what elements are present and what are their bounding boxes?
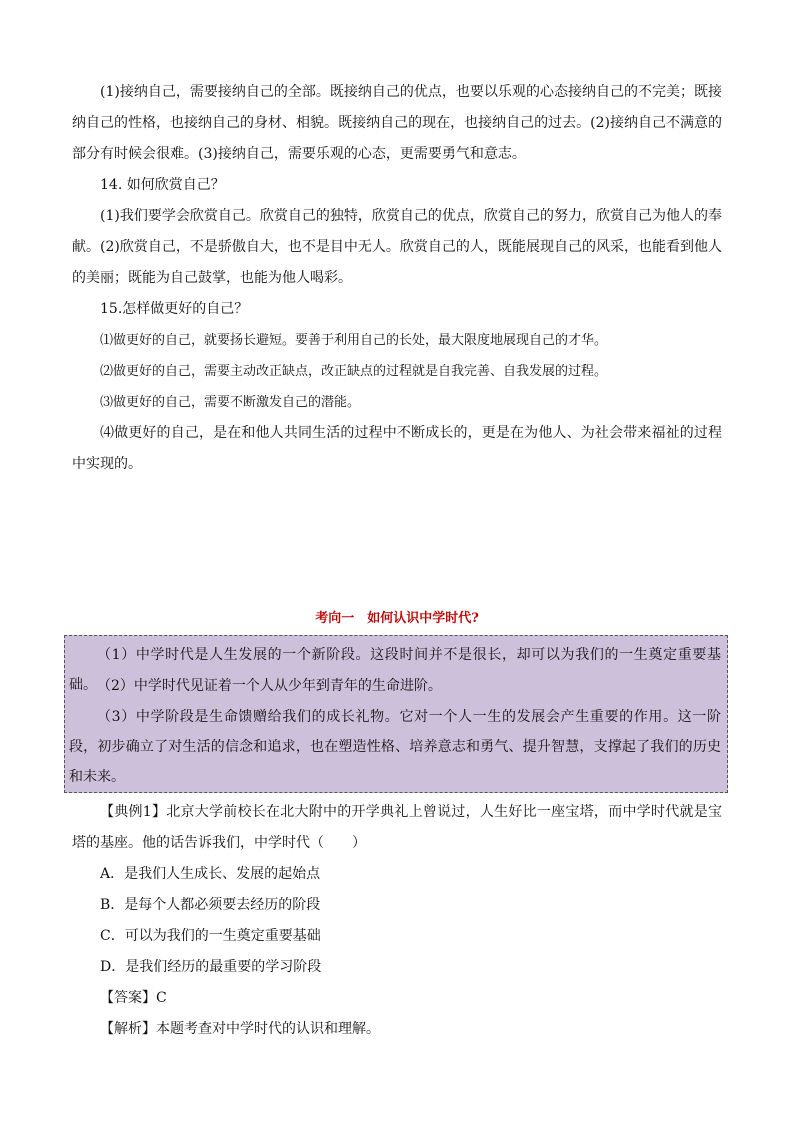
analysis-text: 【解析】本题考查对中学时代的认识和理解。 <box>100 1021 380 1037</box>
option-b: B．是每个人都必须要去经历的阶段 <box>100 897 321 913</box>
option-a: A．是我们人生成长、发展的起始点 <box>100 866 321 882</box>
answer-15-item-2: ⑵做更好的自己，需要主动改正缺点，改正缺点的过程就是自我完善、自我发展的过程。 <box>100 364 608 379</box>
knowledge-point-2: （2）中学时代见证着一个人从少年到青年的生命进阶。 <box>97 678 442 694</box>
question-14: 14. 如何欣赏自己？ <box>100 177 225 193</box>
knowledge-point-1: （1）中学时代是人生发展的一个新阶段。这段时间并不是很长，却可以为我们的一生奠定重要基础。 <box>69 647 721 693</box>
answer-label: 【答案】C <box>100 990 167 1006</box>
option-c: C．可以为我们的一生奠定重要基础 <box>100 928 321 944</box>
example-stem: 【典例1】北京大学前校长在北大附中的开学典礼上曾说过，人生好比一座宝塔，而中学时代就是宝塔的基座。他的话告诉我们，中学时代（ ） <box>72 804 722 851</box>
answer-15-item-4: ⑷做更好的自己，是在和他人共同生活的过程中不断成长的，更是在为他人、为社会带来福祉的过程中实现的。 <box>72 425 722 472</box>
answer-15-item-3: ⑶做更好的自己，需要不断激发自己的潜能。 <box>100 395 361 410</box>
section-title: 考向一 如何认识中学时代? <box>315 611 479 626</box>
knowledge-point-3: （3）中学阶段是生命馈赠给我们的成长礼物。它对一个人一生的发展会产生重要的作用。这一阶段，初步确立了对生活的信念和追求，也在塑造性格、培养意志和勇气、提升智慧，支撑起了我们的历史和未来。 <box>69 709 721 785</box>
paragraph-accept-self: (1)接纳自己，需要接纳自己的全部。既接纳自己的优点，也要以乐观的心态接纳自己的不完美；既接纳自己的性格，也接纳自己的身材、相貌。既接纳自己的现在，也接纳自己的过去。(2)接纳自己不满意的部分有时候会很难。(3)接纳自己，需要乐观的心态，更需要勇气和意志。 <box>72 84 722 162</box>
answer-15-item-1: ⑴做更好的自己，就要扬长避短。要善于利用自己的长处，最大限度地展现自己的才华。 <box>100 333 608 348</box>
question-15: 15.怎样做更好的自己？ <box>100 301 249 317</box>
knowledge-box <box>64 635 728 793</box>
option-d: D．是我们经历的最重要的学习阶段 <box>100 959 322 975</box>
answer-14: (1)我们要学会欣赏自己。欣赏自己的独特，欣赏自己的优点，欣赏自己的努力，欣赏自己为他人的奉献。(2)欣赏自己，不是骄傲自大，也不是目中无人。欣赏自己的人，既能展现自己的风采，也能看到他人的美丽；既能为自己鼓掌，也能为他人喝彩。 <box>72 208 722 286</box>
